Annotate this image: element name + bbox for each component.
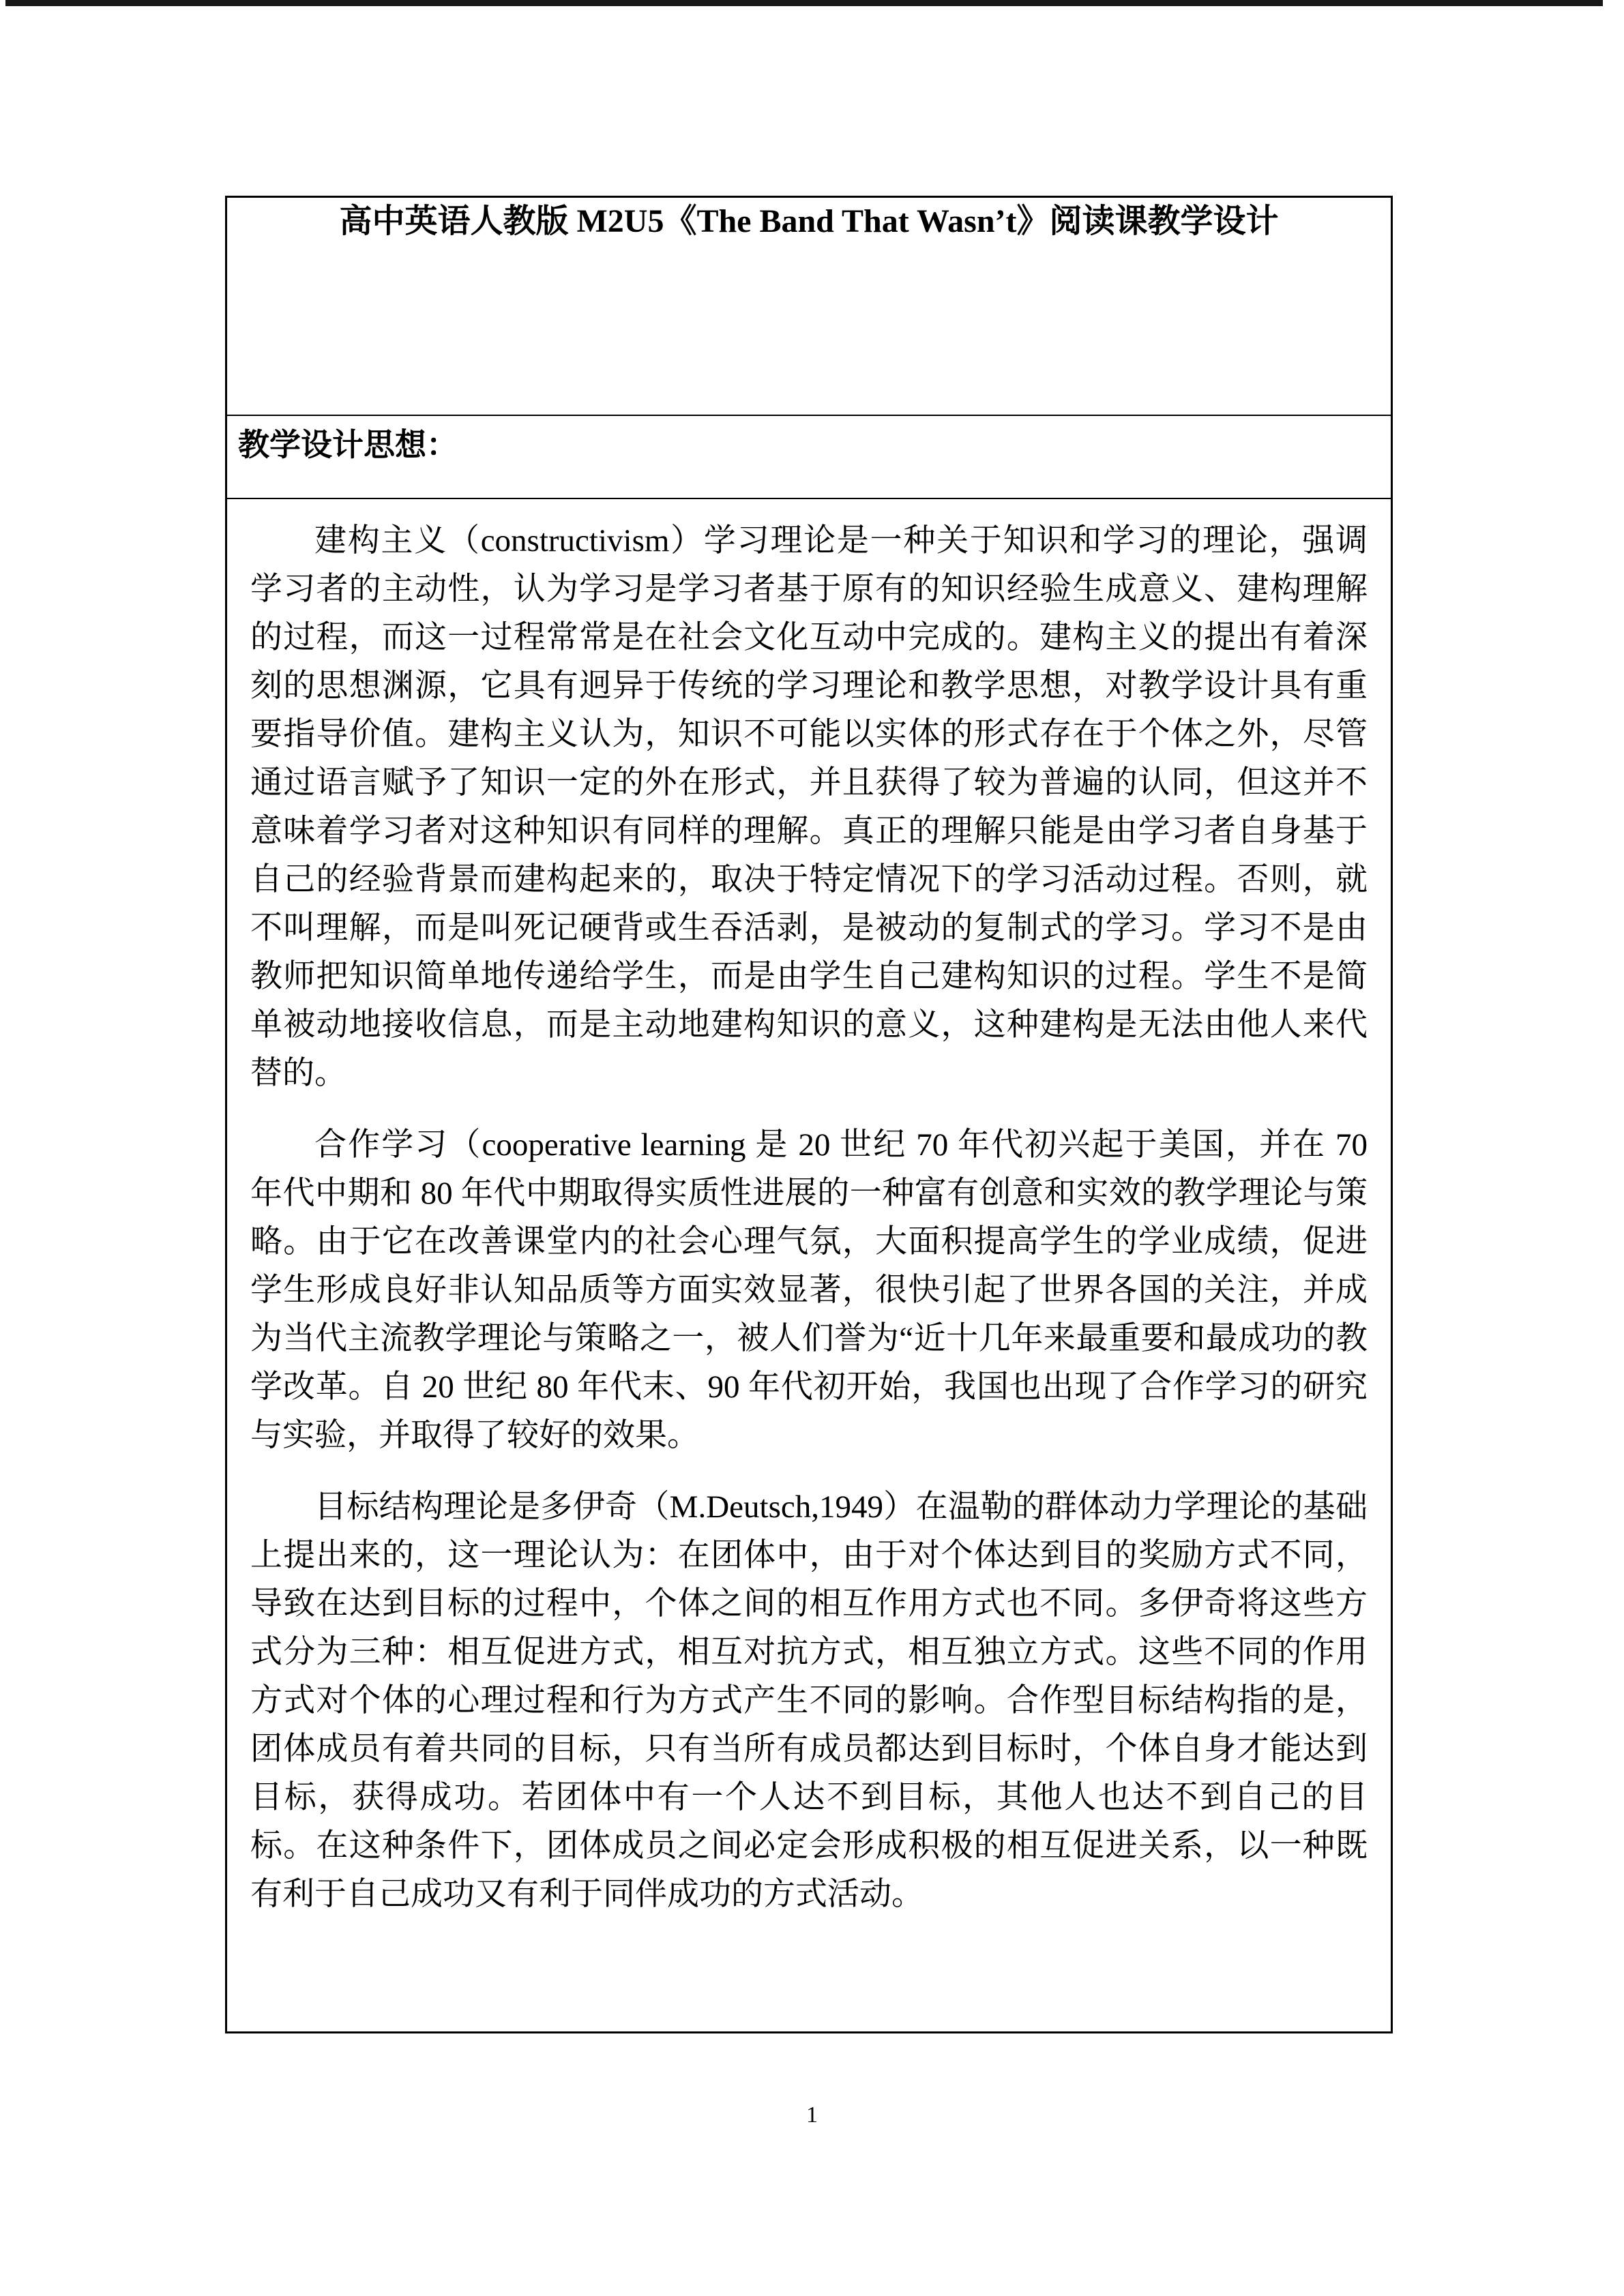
content-cell — [227, 499, 1391, 2031]
paragraph-goal-structure-theory: 目标结构理论是多伊奇（M.Deutsch,1949）在温勒的群体动力学理论的基础上提出来的，这一理论认为：在团体中，由于对个体达到目的奖励方式不同，导致在达到目标的过程中，个体之间的相互作用方式也不同。多伊奇将这些方式分为三种：相互促进方式，相互对抗方式，相互独立方式。这些不同的作用方式对个体的心理过程和行为方式产生不同的影响。合作型目标结构指的是，团体成员有着共同的目标，只有当所有成员都达到目标时，个体自身才能达到目标，获得成功。若团体中有一个人达不到目标，其他人也达不到自己的目标。在这种条件下，团体成员之间必定会形成积极的相互促进关系，以一种既有利于自己成功又有利于同伴成功的方式活动。 — [250, 1489, 1368, 1912]
window-top-edge — [5, 0, 1603, 6]
title-cell — [227, 198, 1391, 416]
section-heading: 教学设计思想： — [238, 428, 458, 462]
paragraph-constructivism: 建构主义（constructivism）学习理论是一种关于知识和学习的理论，强调学习者的主动性，认为学习是学习者基于原有的知识经验生成意义、建构理解的过程，而这一过程常常是在社会文化互动中完成的。建构主义的提出有着深刻的思想渊源，它具有迥异于传统的学习理论和教学思想，对教学设计具有重要指导价值。建构主义认为，知识不可能以实体的形式存在于个体之外，尽管通过语言赋予了知识一定的外在形式，并且获得了较为普遍的认同，但这并不意味着学习者对这种知识有同样的理解。真正的理解只能是由学习者自身基于自己的经验背景而建构起来的，取决于特定情况下的学习活动过程。否则，就不叫理解，而是叫死记硬背或生吞活剥，是被动的复制式的学习。学习不是由教师把知识简单地传递给学生，而是由学生自己建构知识的过程。学生不是简单被动地接收信息，而是主动地建构知识的意义，这种建构是无法由他人来代替的。 — [250, 523, 1368, 1091]
page-number: 1 — [806, 2102, 818, 2128]
document-title: 高中英语人教版 M2U5《The Band That Wasn’t》阅读课教学设计 — [339, 203, 1279, 239]
lesson-plan-table — [225, 196, 1393, 2033]
section-heading-cell — [227, 416, 1391, 499]
paragraph-cooperative-learning: 合作学习（cooperative learning 是 20 世纪 70 年代初兴起于美国，并在 70 年代中期和 80 年代中期取得实质性进展的一种富有创意和实效的教学理论与策略。由于它在改善课堂内的社会心理气氛，大面积提高学生的学业成绩，促进学生形成良好非认知品质等方面实效显著，很快引起了世界各国的关注，并成为当代主流教学理论与策略之一，被人们誉为“近十几年来最重要和最成功的教学改革。自 20 世纪 80 年代末、90 年代初开始，我国也出现了合作学习的研究与实验，并取得了较好的效果。 — [250, 1127, 1368, 1453]
